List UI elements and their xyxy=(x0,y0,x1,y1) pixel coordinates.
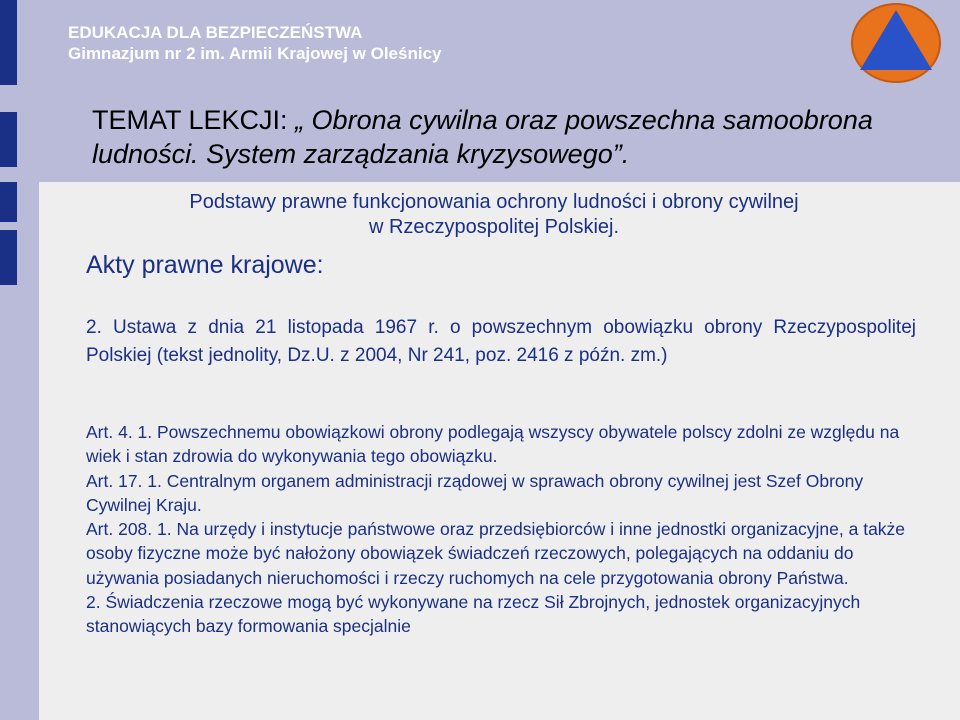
decoration-bar xyxy=(0,0,17,85)
section-subtitle xyxy=(89,190,899,240)
decoration-bar xyxy=(0,182,17,222)
lesson-title xyxy=(92,103,952,171)
acts-heading: Akty prawne krajowe: xyxy=(86,251,324,279)
lesson-topic: „ Obrona cywilna oraz powszechna samoobrona ludności. System zarządzania kryzysowego”. xyxy=(92,105,873,169)
subtitle-line: Podstawy prawne funkcjonowania ochrony ludności i obrony cywilnej xyxy=(189,191,799,213)
subtitle-line: w Rzeczypospolitej Polskiej. xyxy=(368,216,620,238)
lesson-label: TEMAT LEKCJI: xyxy=(92,105,288,135)
article-item: 2. Świadczenia rzeczowe mogą być wykonywane na rzecz Sił Zbrojnych, jednostek organizacyjnych stanowiących bazy formowania specjalnie xyxy=(86,592,861,637)
article-item: Art. 4. 1. Powszechnemu obowiązkowi obrony podlegają wszyscy obywatele polscy zdolni ze względu na wiek i stan zdrowia do wykonywania tego obowiązku. xyxy=(86,422,900,467)
civil-defence-logo xyxy=(850,2,942,84)
article-list xyxy=(86,420,916,639)
article-item: Art. 208. 1. Na urzędy i instytucje państwowe oraz przedsiębiorców i inne jednostki organizacyjne, a także osoby fizyczne może być nałożony obowiązek świadczeń rzeczowych, polegających na oddaniu do używania posiadanych nieruchomości i rzeczy ruchomych na cele przygotowania obrony Państwa. xyxy=(86,519,906,588)
header-school-name: Gimnazjum nr 2 im. Armii Krajowej w Oleśnicy xyxy=(68,44,442,63)
decoration-bar xyxy=(0,112,17,167)
decoration-bar xyxy=(0,230,17,285)
header-title: EDUKACJA DLA BEZPIECZEŃSTWA xyxy=(68,23,363,42)
content-panel xyxy=(39,182,960,720)
article-item: Art. 17. 1. Centralnym organem administracji rządowej w sprawach obrony cywilnej jest Szef Obrony Cywilnej Kraju. xyxy=(86,470,864,515)
left-decoration-bars xyxy=(0,0,22,720)
school-header xyxy=(68,22,441,64)
law-title: 2. Ustawa z dnia 21 listopada 1967 r. o powszechnym obowiązku obrony Rzeczypospolitej Polskiej (tekst jednolity, Dz.U. z 2004, Nr 241, poz. 2416 z późn. zm.) xyxy=(86,317,916,366)
